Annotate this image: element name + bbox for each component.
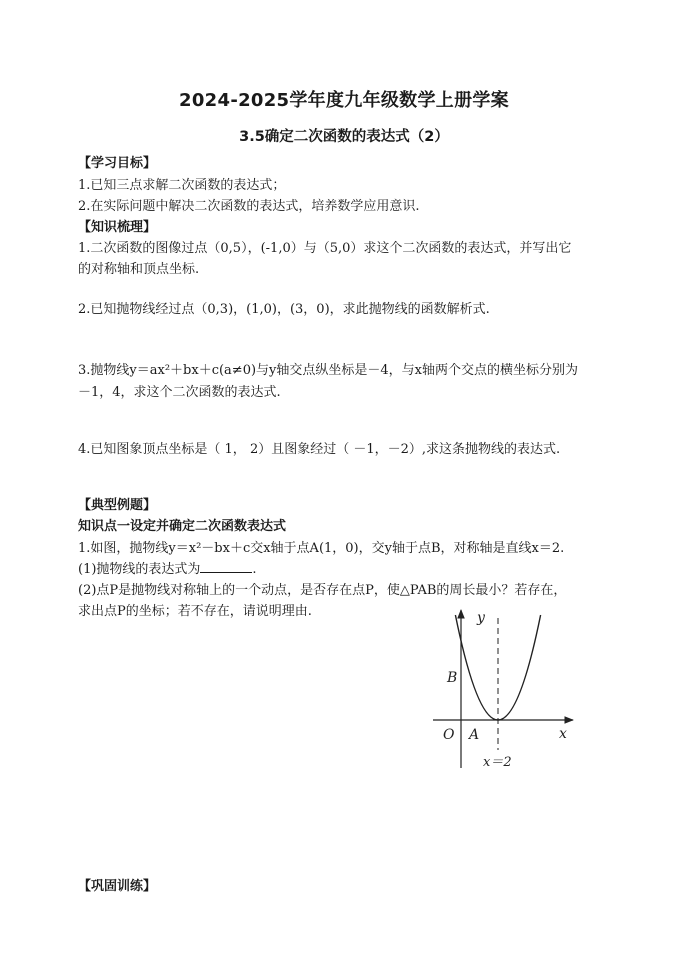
symmetry-axis-label: x＝2: [483, 755, 512, 770]
review-q4: 4.已知图象顶点坐标是（ 1， 2）且图象经过（ －1，－2）,求这条抛物线的表达式.: [78, 442, 561, 457]
objective-item-1: 1.已知三点求解二次函数的表达式；: [78, 178, 286, 193]
review-q3-line2: －1，4，求这个二次函数的表达式.: [78, 385, 281, 400]
example-1-part1: [78, 558, 257, 577]
objective-item-2: 2.在实际问题中解决二次函数的表达式，培养数学应用意识.: [78, 199, 420, 214]
review-heading: 【知识梳理】: [78, 220, 157, 235]
examples-heading: 【典型例题】: [78, 498, 157, 513]
example-1-part2-line1: (2)点P是抛物线对称轴上的一个动点，是否存在点P，使△PAB的周长最小？若存在，: [78, 583, 567, 598]
y-axis-label: y: [477, 610, 485, 626]
answer-blank: [200, 560, 252, 573]
point-a-label: A: [469, 727, 480, 743]
review-q1-line1: 1.二次函数的图像过点（0,5），(-1,0）与（5,0）求这个二次函数的表达式，并写出它: [78, 241, 572, 256]
x-axis-label: x: [559, 726, 567, 742]
point-b-label: B: [447, 670, 458, 686]
review-q2: 2.已知抛物线经过点（0,3)，(1,0)，(3，0)，求此抛物线的函数解析式.: [78, 302, 490, 317]
example-1-part2-line2: 求出点P的坐标；若不存在，请说明理由.: [78, 604, 312, 619]
practice-heading: 【巩固训练】: [78, 879, 157, 894]
knowledge-point-title: 知识点一设定并确定二次函数表达式: [78, 519, 287, 534]
example-1-part1-text: (1)抛物线的表达式为: [78, 562, 201, 577]
lesson-subtitle: 3.5确定二次函数的表达式（2）: [239, 129, 449, 145]
review-q1-line2: 的对称轴和顶点坐标.: [78, 262, 200, 277]
objectives-heading: 【学习目标】: [78, 156, 157, 171]
review-q3-line1: 3.抛物线y＝ax²＋bx＋c(a≠0)与y轴交点纵坐标是－4，与x轴两个交点的横坐标分别为: [78, 363, 578, 378]
page-title: 2024-2025学年度九年级数学上册学案: [179, 90, 509, 111]
origin-label: O: [443, 727, 455, 743]
example-1-part1-period: .: [252, 562, 257, 577]
example-1-line1: 1.如图，抛物线y＝x²－bx＋c交x轴于点A(1，0)，交y轴于点B，对称轴是直线x＝2.: [78, 541, 565, 556]
parabola-figure: [425, 600, 585, 775]
